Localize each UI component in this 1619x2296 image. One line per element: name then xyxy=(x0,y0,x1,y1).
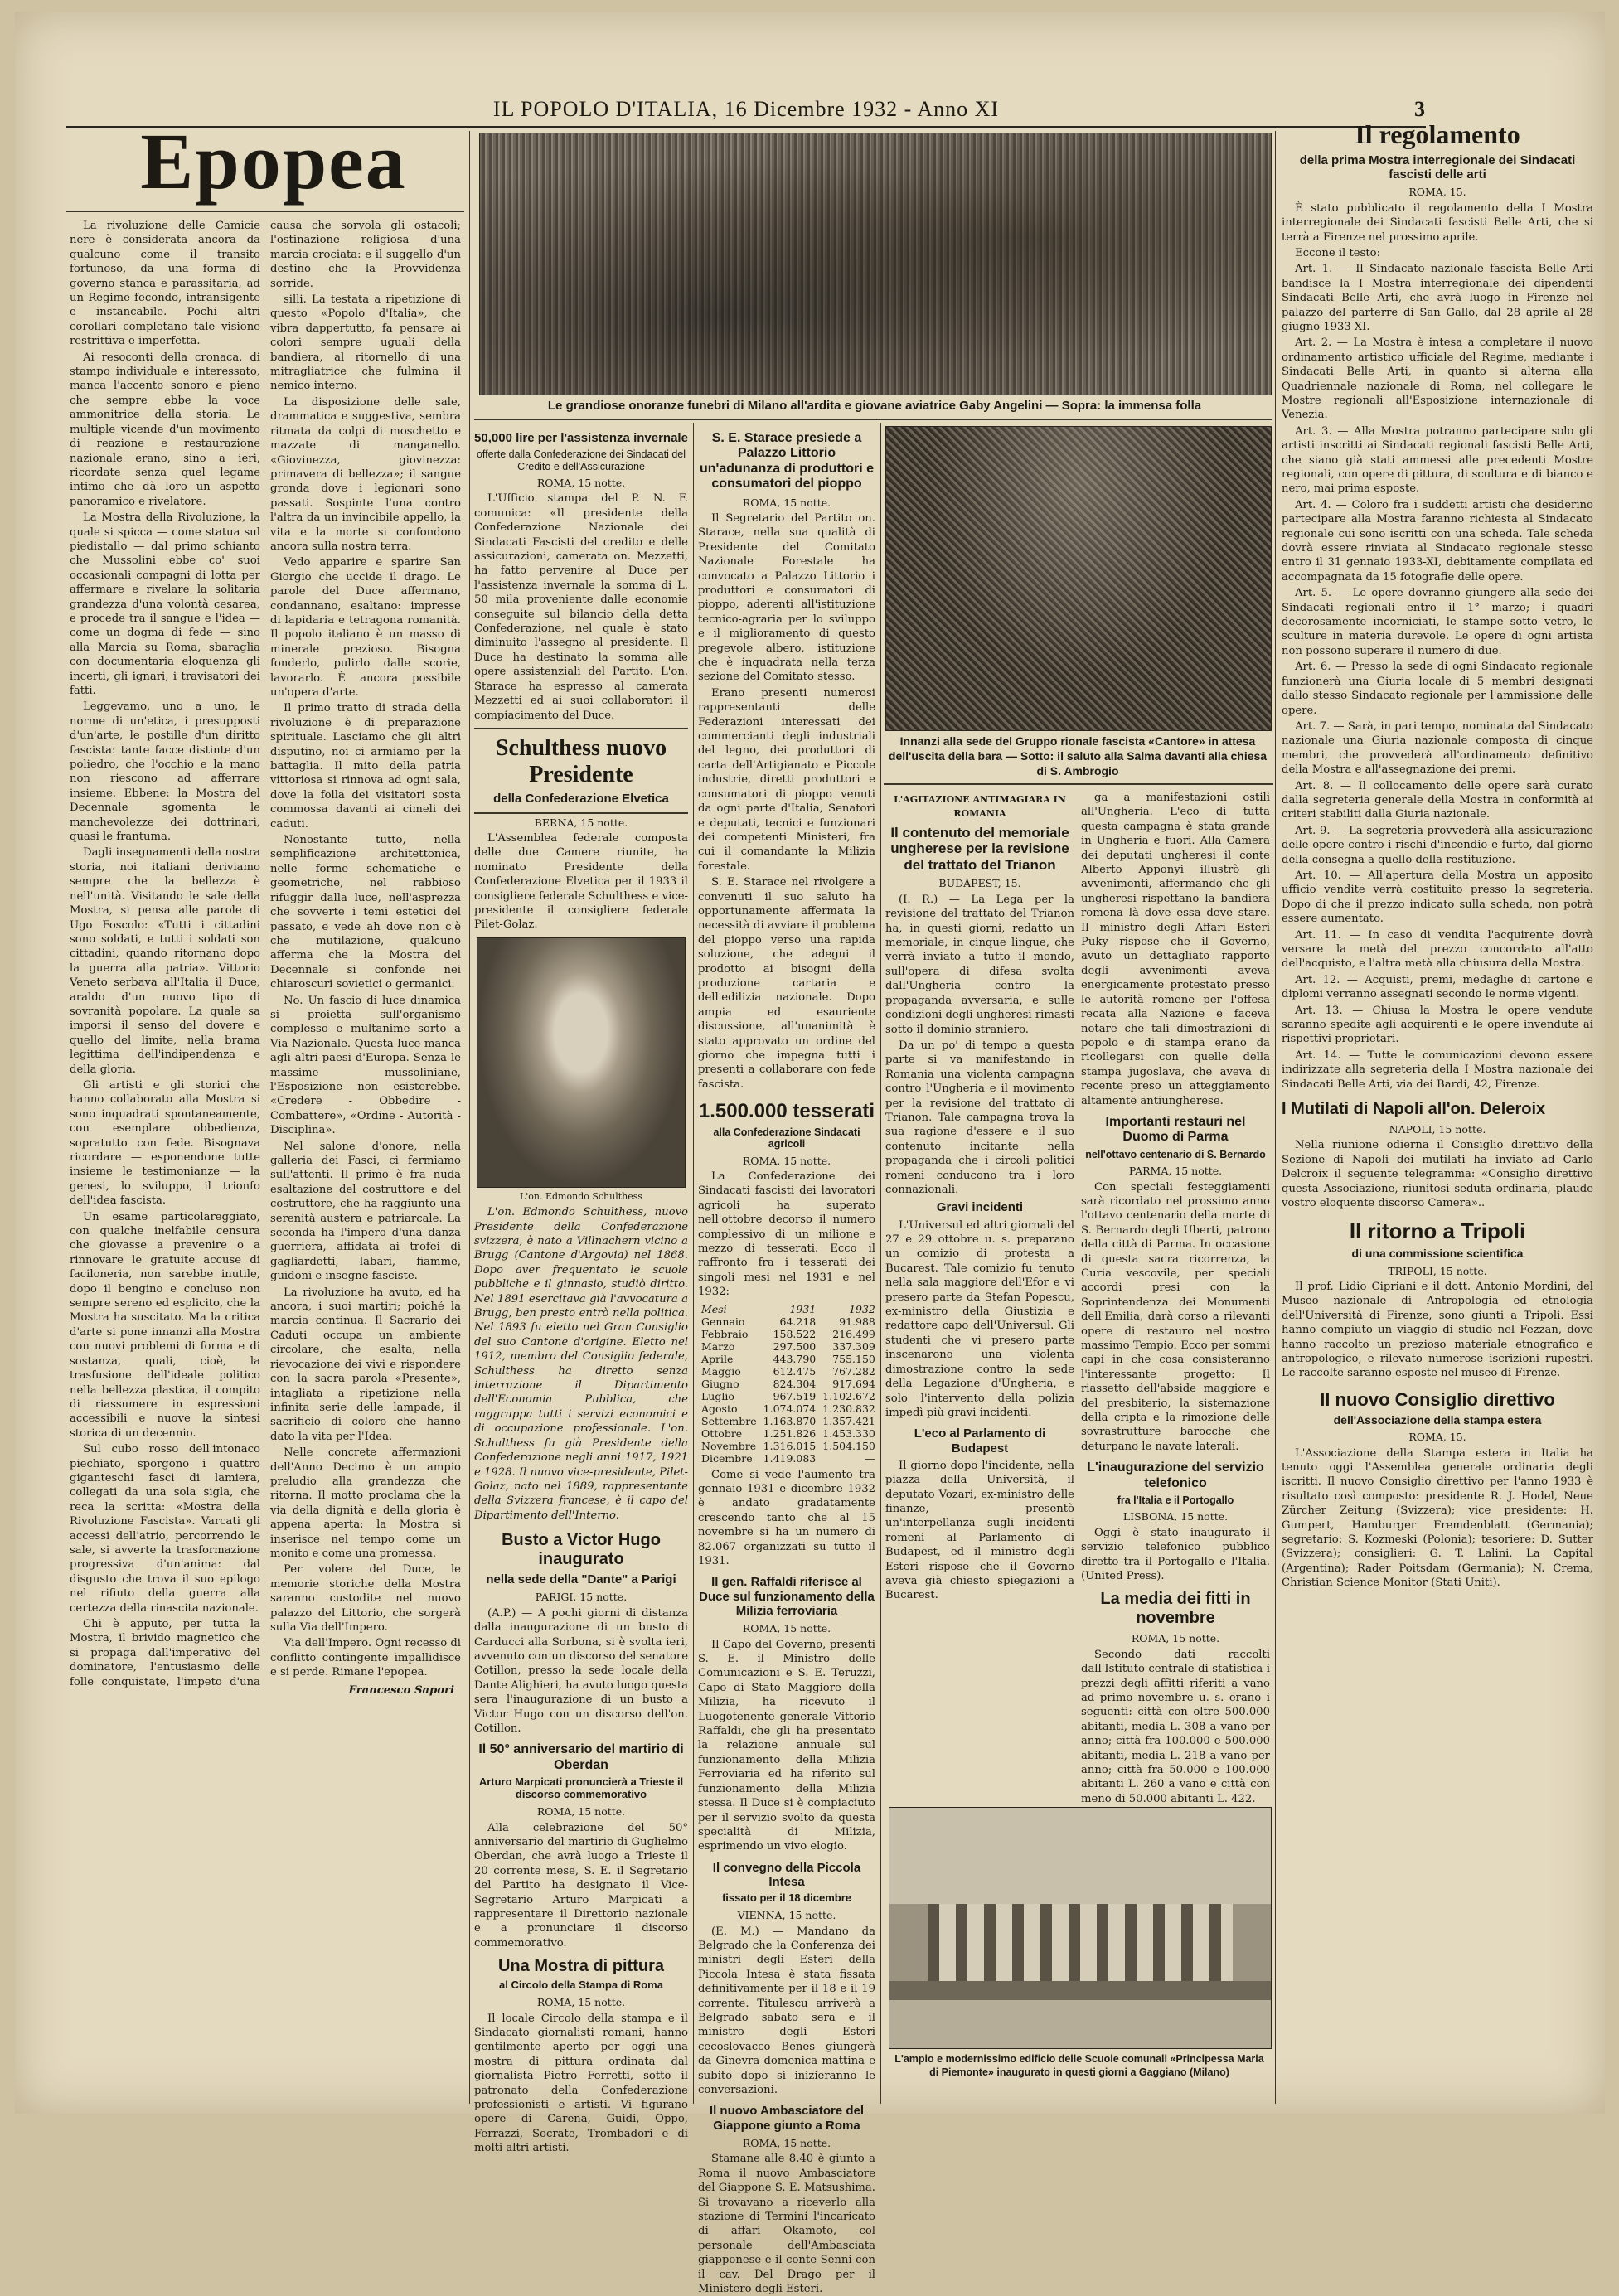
parma-subhead: nell'ottavo centenario di S. Bernardo xyxy=(1085,1148,1266,1160)
table-row xyxy=(698,1390,879,1402)
column-7 xyxy=(1282,116,1593,2097)
photo-caption: Innanzi alla sede del Gruppo rionale fascista «Cantore» in attesa dell'uscita della bara — Sotto: il saluto alla Salma davanti alla chiesa di S. Ambrogio xyxy=(888,734,1268,777)
schulthess-subhead: della Confederazione Elvetica xyxy=(493,792,669,807)
table-cell: Gennaio xyxy=(701,1315,745,1328)
ungheria-subbody: L'Universul ed altri giornali del 27 e 29 ottobre u. s. preparano un comizio di protesta a Bucarest. Tale comizio fu tenuto nella sala maggiore dell'Efor e vi presero parte da Stefan Popescu, ex-ministro della Giustizia e redattore capo dell'Universul. Gli studenti che vi presero parte inscenarono una violenta dimostrazione contro la sede della Legazione d'Ungheria, e solo l'intervento della polizia impedì più gravi incidenti. xyxy=(885,1218,1074,1419)
ungheria-subheadline: Gravi incidenti xyxy=(936,1200,1024,1215)
consiglio-body: L'Associazione della Stampa estera in Italia ha tenuto oggi l'Assemblea generale ordinaria degli iscritti. Il nuovo Consiglio direttivo per l'anno 1933 è risultato così composto: presidente R. J. Hodel, Neue Zürcher Zeitung (Svizzera); vice presidente: H. Gumpert, Hamburger Fremdenblatt (Germania); segretario: S. Kozmeski (Polonia); tesoriere: D. Sutter (Svizzera); consiglieri: G. T. Lalini, La Capital (Argentina); Rader Poitsdam (Germania); N. Crema, Christian Science Monitor (Stati Uniti). xyxy=(1282,1446,1593,1590)
table-cell: Ottobre xyxy=(701,1427,743,1440)
table-cell: 1.504.150 xyxy=(822,1439,875,1452)
epopea-paragraph: Il primo tratto di strada della rivoluzione è di preparazione spirituale. Lasciamo che gli altri disputino, noi ci armiamo per la battaglia. Il mito della patria vittoriosa si rinnova ad ogni sala, dove la folla dei visitatori sosta commossa davanti ai cimeli dei caduti. xyxy=(270,702,461,831)
table-cell: 1.230.832 xyxy=(822,1402,875,1415)
starace-paragraph: S. E. Starace nel rivolgere a convenuti il suo saluto ha opportunamente affermata la necessità di avviare il problema del pioppo verso una rapida soluzione, che adegui il prodotto ai bisogni della produzione cartaria e dell'edilizia nazionale. Dopo ampia ed esauriente discussione, all'unanimità è stato approvato un ordine del giorno che impegna tutti i presenti a collaborare con fede fascista. xyxy=(698,876,875,1091)
table-cell: Novembre xyxy=(701,1439,757,1452)
table-cell: 297.500 xyxy=(773,1339,817,1353)
ungheria-headline: Il contenuto del memoriale ungherese per la revisione del trattato del Trianon xyxy=(890,824,1069,873)
oberdan-dateline: ROMA, 15 notte. xyxy=(536,1805,626,1819)
starace-paragraph: Il Segretario del Partito on. Starace, nella sua qualità di Presidente del Comitato Nazionale Forestale ha convocato a Palazzo Littorio i produttori e consumatori di pioppo, aderenti all'istituzione tecnico-agraria per lo sviluppo e il miglioramento di questo pregevole albero, istituzione che è inquadrata nella terza sezione del Comitato stesso. xyxy=(698,511,875,684)
regolamento-paragraph: Art. 8. — Il collocamento delle opere sarà curato dalla segreteria generale della Mostra in conformità ai criteri stabiliti dalla Giuria nazionale. xyxy=(1282,779,1593,821)
giappone-body: Stamane alle 8.40 è giunto a Roma il nuovo Ambasciatore del Giappone S. E. Matsushima. Si trovavano a riceverlo alla stazione di Termini l'incaricato di affari Okamoto, col personale dell'Ambasciata giapponese e il conte Senni con il cav. Del Drago per il Ministero degli Esteri. xyxy=(698,2153,875,2295)
raffaldi-headline: Il gen. Raffaldi riferisce al Duce sul funzionamento della Milizia ferroviaria xyxy=(699,1575,875,1618)
table-cell: Aprile xyxy=(701,1352,734,1365)
column-rule xyxy=(880,423,881,2104)
epopea-paragraph: No. Un fascio di luce dinamica si proietta sull'organismo complesso e multanime sorto a Via Nazionale. Questa luce manca agli altri paesi d'Europa. Senza le massime mussoliniane, l'Esposizione non esisterebbe. «Credere - Obbedire - Combattere», «Ordine - Autorità - Disciplina». xyxy=(270,994,461,1137)
table-row xyxy=(698,1353,879,1365)
epopea-paragraph: Nonostante tutto, nella semplificazione architettonica, nelle forme schematiche e geometriche, nel rabbioso rifuggir dalla luce, nell'asprezza che sovverte i temi estetici del passato, e vede ah dove non c'è che mutilazione, qualcuno afferma che la Mostra del Decennale si confonde nei chiaroscuri sovietici o germanici. xyxy=(270,834,461,991)
ungheria-kicker: L'AGITAZIONE ANTIMAGIARA IN ROMANIA xyxy=(894,794,1066,820)
regolamento-paragraph: Art. 4. — Coloro fra i suddetti artisti che desiderino partecipare alla Mostra faranno richiesta al Sindacato regionale cui sono iscritti con una scheda. Tale scheda dovrà essere rinviata al Sindacato regionale stesso entro il 31 gennaio 1933-XI, debitamente compilata ed accompagnata da 15 fotografie delle opere. xyxy=(1282,498,1593,584)
column-5 xyxy=(885,791,1074,1785)
piccola-intesa-subhead: fissato per il 18 dicembre xyxy=(721,1892,852,1905)
table-cell: Marzo xyxy=(701,1339,735,1353)
table-row xyxy=(698,1315,879,1328)
column-rule xyxy=(1275,131,1276,2104)
section-rule xyxy=(474,419,1272,420)
epopea-paragraph: Per volere del Duce, le memorie storiche della Mostra saranno custodite nel nuovo palazzo del Littorio, che sorgerà sulla Via dell'Impero. xyxy=(270,1563,461,1634)
assistenza-headline: 50,000 lire per l'assistenza invernale xyxy=(474,431,688,445)
table-row xyxy=(698,1328,879,1340)
column-rule xyxy=(693,423,694,2104)
epopea-paragraph: Nel salone d'onore, nella galleria dei Fasci, ci fermiamo sull'attenti. Il primo è fra nuda esaltazione del costruttore e del costruttore, che ha raggiunto una serenità austera e patriarcale. La seconda ha l'impero d'una danza guerriera, affidata ai trofei di gagliardetti, labari, fiamme, guidoni e insegne fasciste. xyxy=(270,1140,461,1283)
column-3 xyxy=(474,428,689,2155)
portrait-schulthess xyxy=(477,937,686,1188)
assistenza-subhead: offerte dalla Confederazione dei Sindacati del Credito e dell'Assicurazione xyxy=(476,448,686,472)
deleroix-headline: I Mutilati di Napoli all'on. Deleroix xyxy=(1282,1100,1546,1119)
epopea-paragraph: Gli artisti e gli storici che hanno collaborato alla Mostra si sono inquadrati spontaneamente, con esemplare obbedienza, sopratutto con fede. Bisognava ricordare — esponendone tutte insieme le testimonianze — la genesi, lo sviluppo, il trionfo dell'idea fascista. xyxy=(70,1078,260,1208)
regolamento-paragraph: È stato pubblicato il regolamento della I Mostra interregionale dei Sindacati fascisti Belle Arti, che si terrà a Firenze nel prossimo aprile. xyxy=(1282,201,1593,244)
consiglio-dateline: ROMA, 15. xyxy=(1408,1431,1466,1444)
table-row xyxy=(698,1415,879,1427)
pittura-body: Il locale Circolo della stampa e il Sindacato giornalisti romani, hanno gentilmente aperto per oggi una mostra di pittura ordinata dal giornalista Pietro Ferretti, sotto il patronato della Confederazione professionisti e artisti. Vi figurano opere di Carena, Guidi, Oppo, Ferrazzi, Socrate, Trombadori e di molti altri artisti. xyxy=(474,2012,688,2155)
table-row xyxy=(698,1440,879,1452)
epopea-signature: Francesco Sapori xyxy=(348,1683,454,1697)
tesserati-table xyxy=(698,1303,879,1465)
tripoli-subhead: di una commissione scientifica xyxy=(1351,1247,1524,1261)
telefono-body: Oggi è stato inaugurato il servizio telefonico pubblico diretto tra il Portogallo e l'Italia. (United Press). xyxy=(1081,1526,1270,1582)
fitti-dateline: ROMA, 15 notte. xyxy=(1131,1632,1220,1645)
regolamento-dateline: ROMA, 15. xyxy=(1408,186,1466,199)
ungheria-paragraph: (I. R.) — La Lega per la revisione del trattato del Trianon ha, in questi giorni, redatto un memoriale, in cinque lingue, che verrà inviato a tutto il mondo, sull'opera di difesa svolta dall'Ungheria contro la propaganda avversaria, e sulle condizioni degli ungheresi rimasti sotto il dominio straniero. xyxy=(885,893,1074,1036)
photo-school-building xyxy=(889,1807,1272,2049)
regolamento-paragraph: Art. 13. — Chiusa la Mostra le opere vendute saranno spedite agli acquirenti e le opere invendute ai rispettivi proprietari. xyxy=(1282,1004,1593,1046)
table-cell: Giugno xyxy=(701,1377,739,1390)
budapest-headline: L'eco al Parlamento di Budapest xyxy=(914,1427,1046,1456)
starace-dateline: ROMA, 15 notte. xyxy=(742,496,831,509)
hugo-headline: Busto a Victor Hugo inaugurato xyxy=(502,1531,661,1569)
tripoli-dateline: TRIPOLI, 15 notte. xyxy=(1388,1264,1487,1277)
pittura-headline: Una Mostra di pittura xyxy=(497,1957,664,1976)
piccola-intesa-headline: Il convegno della Piccola Intesa xyxy=(712,1860,861,1889)
regolamento-paragraph: Art. 7. — Sarà, in pari tempo, nominata dal Sindacato nazionale una Giuria nazionale composta di cinque membri, che provvederà all'ordinamento definitivo della Mostra e all'assegnazione dei premi. xyxy=(1282,719,1593,777)
schulthess-dateline: BERNA, 15 notte. xyxy=(534,816,628,829)
regolamento-paragraph: Art. 11. — In caso di vendita l'acquirente dovrà versare la metà del prezzo concordato all'atto dell'acquisto, e l'altra metà alla chiusura della Mostra. xyxy=(1282,928,1593,971)
table-cell: 91.988 xyxy=(839,1315,875,1328)
hugo-dateline: PARIGI, 15 notte. xyxy=(535,1591,628,1604)
epopea-paragraph: Via dell'Impero. Ogni recesso di conflitto contingente impallidisce e si perde. Rimane l'epopea. xyxy=(270,1637,462,1679)
epopea-paragraph: Leggevamo, uno a uno, le norme di un'etica, i presupposti d'un'arte, le postille d'un diritto fascista: tante facce distinte d'un poliedro, che l'occhio e la mano non riescono ad afferrare insieme. Ebbene: la Mostra del Decennale sgomenta le manchevolezze dei dottrinari, quasi le frantuma. xyxy=(70,700,260,844)
regolamento-paragraph: Art. 3. — Alla Mostra potranno partecipare solo gli artisti inscritti ai Sindacati regionali fascisti Belle Arti, che siano già stati ammessi alle precedenti Mostre regionali, con opere di pittura, di scultura e di bianco e nero, mai prima esposte. xyxy=(1282,424,1593,496)
epopea-title: Epopea xyxy=(140,117,407,206)
table-cell: 1.251.826 xyxy=(763,1427,817,1440)
regolamento-paragraph: Art. 1. — Il Sindacato nazionale fascista Belle Arti bandisce la I Mostra interregionale dei dipendenti Sindacati Belle Arti, che avrà luogo in Firenze nel palazzo del parterre di San Gallo, dal 28 aprile al 28 giugno 1933-XI. xyxy=(1282,263,1593,333)
tesserati-footer: Come si vede l'aumento tra gennaio 1931 e dicembre 1932 è andato gradatamente crescendo tanto che al 15 novembre si ha un numero di 82.067 organizzati su tutto il 1931. xyxy=(698,1468,875,1568)
schulthess-headline: Schulthess nuovo Presidente xyxy=(495,734,667,788)
table-cell: 1.074.074 xyxy=(763,1402,817,1415)
fitti-headline: La media dei fitti in novembre xyxy=(1100,1590,1251,1628)
hugo-subhead: nella sede della "Dante" a Parigi xyxy=(486,1572,676,1587)
deleroix-dateline: NAPOLI, 15 notte. xyxy=(1389,1123,1486,1136)
table-cell: 967.519 xyxy=(773,1389,817,1402)
tripoli-headline: Il ritorno a Tripoli xyxy=(1349,1218,1526,1243)
starace-headline: S. E. Starace presiede a Palazzo Littorio un'adunanza di produttori e consumatori del pioppo xyxy=(699,431,874,492)
budapest-body: Il giorno dopo l'incidente, nella piazza della Università, il deputato Vozari, ex-ministro delle finanze, presentò un'interpellanza sugli incidenti romeni al Parlamento di Budapest, ed il ministro degli Esteri rispose che il Governo aveva già chiesto spiegazioni a Bucarest. xyxy=(885,1459,1074,1602)
table-cell: Luglio xyxy=(701,1389,734,1402)
schulthess-body: L'on. Edmondo Schulthess, nuovo Presidente della Confederazione svizzera, è nato a Villnachern vicino a Brugg (Cantone d'Argovia) nel 1868. Dopo aver frequentato le scuole pubbliche e il ginnasio, studiò diritto. Nel 1891 esercitava già l'avvocatura a Brugg, ben presto entrò nella politica. Nel 1893 fu eletto nel Gran Consiglio del suo Cantone d'origine. Eletto nel 1912, membro del Consiglio federale, Schulthess ha diretto senza interruzione il Dipartimento dell'Economia Pubblica, che raggruppa tutti i servizi economici e di occupazione professionale. L'on. Schulthess fu già Presidente della Confederazione negli anni 1917, 1921 e 1928. Il nuovo vice-presidente, Pilet-Golaz, nato nel 1889, rappresentante della Svizzera francese, è il capo del Dipartimento dell'Interno. xyxy=(474,1206,689,1522)
epopea-paragraph: La rivoluzione ha avuto, ed ha ancora, i suoi martiri; poiché la marcia continua. Il Sacrario dei Caduti occupa un ambiente circolare, che esalta, nella rievocazione dei vivi e rispondere con la sacra parola «Presente», intagliata a ripetizione nella infinita serie delle lampade, il sacrificio di coloro che hanno dato la vita per l'Idea. xyxy=(270,1286,461,1443)
parma-body: Con speciali festeggiamenti sarà ricordato nel prossimo anno l'ottavo centenario della morte di S. Bernardo degli Uberti, patrono della città di Parma. In occasione di questa sacra ricorrenza, la Curia vescovile, per speciali accordi presi con la Soprintendenza dei Monumenti dell'Emilia, darà corso a rilevanti opere di restauro nel nostro massimo Tempio. Ecco per sommi capi in che cosa consisteranno l'interessante progetto: Il riassetto dell'abside maggiore e del presbiterio, la sistemazione della cripta e la rimozione delle sovrastrutture barocche che deturpano le navate laterali. xyxy=(1081,1180,1270,1453)
regolamento-paragraph: Art. 12. — Acquisti, premi, medaglie di cartone e diplomi verranno assegnati secondo le norme vigenti. xyxy=(1282,973,1593,1001)
table-row xyxy=(698,1378,879,1390)
epopea-paragraph: Dagli insegnamenti della nostra storia, noi italiani deriviamo sempre che la bellezza è nell'unità. Visitando le sale della Mostra, si pensa alle parole di Ugo Foscolo: «Tutti i cittadini sono soldati, e tutti i soldati son cittadini, quando ritornano dopo la guerra alla patria». Vittorio Veneto serbava all'Italia il Duce, araldo d'un nuovo tipo di sovranità popolare. La quale sa imporsi il senso del dovere e quello del limite, nella brama legittima dell'indipendenza e della gloria. xyxy=(70,846,260,1076)
regolamento-subhead: della prima Mostra interregionale dei Sindacati fascisti delle arti xyxy=(1299,153,1576,182)
table-cell: 767.282 xyxy=(832,1364,875,1378)
section-rule xyxy=(884,783,1273,785)
table-cell: 443.790 xyxy=(773,1352,817,1365)
page-number: 3 xyxy=(1414,97,1426,121)
tripoli-body: Il prof. Lidio Cipriani e il dott. Antonio Mordini, del Museo nazionale di Antropologia ed etnologia dell'Università di Firenze, sono giunti a Tripoli. Essi hanno compiuto un viaggio di studio nel Fezzan, dove hanno raccolto un prezioso materiale etnografico e antropologico, e rilevato numerose iscrizioni rupestri. Le raccolte saranno esposte nel museo di Firenze. xyxy=(1282,1280,1593,1380)
regolamento-paragraph: Art. 2. — La Mostra è intesa a completare il nuovo ordinamento artistico ufficiale del Regime, mediante i Sindacati Belle Arti, in quanto si alterna alla Quadriennale nazionale di Roma, nel collegare le Mostre regionali all'Esposizione internazionale di Venezia. xyxy=(1282,337,1593,422)
parma-headline: Importanti restauri nel Duomo di Parma xyxy=(1105,1114,1246,1145)
raffaldi-dateline: ROMA, 15 notte. xyxy=(742,1622,831,1635)
photo-caption: Le grandiose onoranze funebri di Milano all'ardita e giovane aviatrice Gaby Angelini — Sopra: la immensa folla xyxy=(547,399,1202,413)
table-cell: 755.150 xyxy=(832,1352,875,1365)
assistenza-body: L'Ufficio stampa del P. N. F. comunica: «Il presidente della Confederazione Nazionale dei Sindacati Fascisti del credito e delle assicurazioni, camerata on. Mezzetti, ha fatto pervenire al Duce per l'assistenza invernale la somma di L. 50 mila proveniente dalle economie conseguite sul bilancio della detta Confederazione, nel quale è stato diminuito l'assegno al presidente. Il Duce ha destinato la somma alle opere assistenziali del Partito. L'on. Starace ha espresso al camerata Mezzetti ed ai suoi collaboratori il compiacimento del Duce. xyxy=(474,492,688,722)
epopea-paragraph: La disposizione delle sale, drammatica e suggestiva, sembra ritmata da colpi di moschetto e mazzate di manganello. «Giovinezza, giovinezza: primavera di bellezza»; il sangue gronda dove i legionari sono passati. Sospinte l'una contro l'altra da un invincibile appello, la vita e la morte si confondono ancora sulla nostra terra. xyxy=(270,395,461,553)
tesserati-body: La Confederazione dei Sindacati fascisti dei lavoratori agricoli ha superato nell'ottobre decorso il numero complessivo di un milione e mezzo di tesserati. Ecco il raffronto fra i tesserati dei singoli mesi nel 1931 e nel 1932: xyxy=(698,1170,875,1299)
oberdan-body: Alla celebrazione del 50° anniversario del martirio di Guglielmo Oberdan, che avrà luogo a Trieste il 20 corrente mese, S. E. il Segretario del Partito ha designato il Vice-Segretario Arturo Marpicati a rappresentare il Direttorio nazionale e a pronunciare il discorso commemorativo. xyxy=(474,1821,688,1950)
epopea-paragraph: Sul cubo rosso dell'intonaco piechiato, sporgono i quattro giganteschi fasci di lamiera, collegati da una sola sigla, che reca la scritta: «Mostra della Rivoluzione Fascista». Varcati gli accessi dell'atrio, percorrendo le sale, si avverte la trasformazione progressiva d'un'anima: dal disgusto che trova il suo epilogo nel rifiuto della guerra alla certezza della rinascita nazionale. xyxy=(70,1443,260,1615)
parma-dateline: PARMA, 15 notte. xyxy=(1128,1165,1223,1178)
regolamento-paragraph: Art. 14. — Tutte le comunicazioni devono essere indirizzate alla segreteria della I Mostra nazionale dei Sindacati Belle Arti, via dei Bardi, 42, Firenze. xyxy=(1282,1049,1593,1091)
table-cell: 1.102.672 xyxy=(822,1389,875,1402)
table-row xyxy=(698,1427,879,1440)
table-cell: 216.499 xyxy=(832,1327,875,1340)
table-cell: Febbraio xyxy=(701,1327,749,1340)
portrait-caption: L'on. Edmondo Schulthess xyxy=(519,1190,643,1202)
tesserati-subhead: alla Confederazione Sindacati agricoli xyxy=(713,1126,860,1150)
epopea-paragraph: Ai resoconti della cronaca, di stampo individuale e interessato, manca l'accento sonoro e pieno che sempre ebbe la voce ammonitrice della storia. Le multiple vicende d'un movimento di reazione e restaurazione nazionale erano, sino a ieri, ricordate senza quel legame intimo che dà loro un aspetto panoramico e rivelatore. xyxy=(70,351,260,508)
pittura-subhead: al Circolo della Stampa di Roma xyxy=(499,1979,663,1992)
title-rule xyxy=(66,211,464,212)
table-header-cell: 1931 xyxy=(789,1302,817,1315)
piccola-intesa-body: (E. M.) — Mandano da Belgrado che la Conferenza dei ministri degli Esteri della Piccola Intesa è stata fissata definitivamente per il 18 e il 19 corrente. Titulescu arriverà a Belgrado sabato sera e il ministro degli Esteri cecoslovacco Benes giungerà da Ginevra domenica mattina e subito dopo si inizieranno le conversazioni. xyxy=(698,1925,875,2097)
table-cell: Agosto xyxy=(701,1402,738,1415)
table-cell: 612.475 xyxy=(773,1364,817,1378)
regolamento-paragraph: Eccone il testo: xyxy=(1295,246,1381,259)
table-cell: 1.163.870 xyxy=(763,1414,817,1427)
table-cell: Settembre xyxy=(701,1414,757,1427)
epopea-paragraph: Un esame particolareggiato, con qualche inelfabile censura che giovasse a prevenire o a rinnovare le gratuite accuse di faciloneria, non sarebbe inutile, dopo il bengino e concluso non sempre sereno ed esplicito, che la Mostra ha suscitato. Ma la critica d'arte si pone innanzi alla Mostra con nuovi problemi di forma e di sostanza, quali, cioè, la trasfusione dell'ideale politico nella bellezza plastica, il compito di riassumere in espressioni accessibili e nuove la sintesi storica di un decennio. xyxy=(70,1210,260,1440)
column-rule xyxy=(469,131,470,2104)
schulthess-header xyxy=(474,728,688,814)
table-header-cell: 1932 xyxy=(849,1302,875,1315)
ungheria-continued: ga a manifestazioni ostili all'Ungheria. L'eco di tutta questa campagna è stata grande in Ungheria e fuori. Alla Camera dei deputati ungheresi il conte Alberto Apponyi illustrò gli avvenimenti, affermando che gli ungheresi rispettano la bandiera romena là dove essa deve stare. Il ministro degli Affari Esteri Puky rispose che il Governo, avuto un dettagliato rapporto degli avvenimenti aveva energicamente protestato presso le autorità romene per l'offesa recata alla Nazione e faceva notare che tali dimostrazioni di popolo e di stampa erano da ricollegarsi con quelle della stampa jugoslava, che aveva di recente preso un atteggiamento altamente antiungherese. xyxy=(1081,792,1270,1107)
epopea-paragraph: Chi è apputo, per tutta la Mostra, il brivido magnetico che si propaga dall'imperativo del dominatore, l'entusiasmo delle folle conquistate, l'impeto d'una causa che sorvola gli ostacoli; l'ostinazione religiosa d'una marcia crociata: e il suggello d'un destino che la Provvidenza sorride. xyxy=(70,220,461,1688)
deleroix-body: Nella riunione odierna il Consiglio direttivo della Sezione di Napoli dei mutilati ha inviato ad Carlo Delcroix il seguente telegramma: «Consiglio direttivo questa Associazione, riunitosi seduta ordinaria, plaude vostro eloquente discorso Camera».. xyxy=(1282,1139,1593,1210)
giappone-headline: Il nuovo Ambasciatore del Giappone giunto a Roma xyxy=(709,2104,865,2133)
table-cell: Maggio xyxy=(701,1364,741,1378)
starace-paragraph: Erano presenti numerosi rappresentanti delle Federazioni interessati dei commercianti degli industriali del legno, dei produttori di carta dell'Artigianato e Piccole industrie, diretti produttori e consumatori di pioppo venuti da ogni parte d'Italia, Senatori e deputati, tecnici e funzionari dei competenti Ministeri, fra cui il comandante la Milizia forestale. xyxy=(698,686,875,873)
epopea-paragraph: La Mostra della Rivoluzione, la quale si spicca — come statua sul piedistallo — dal primo schianto che Mussolini ebbe co' suoi occasionali compagni di lotta per affermare e rivelare la solitaria grandezza d'una volontà cesarea, e procede tra il sangue e l'idea — come un dogma di fede — sino alla Marcia su Roma, sbaraglia con documentaria eloquenza gli incerti, gli ignari, i travisatori dei fatti. xyxy=(70,511,260,697)
table-cell: Dicembre xyxy=(701,1451,753,1465)
telefono-dateline: LISBONA, 15 notte. xyxy=(1122,1510,1229,1523)
table-row xyxy=(698,1452,879,1465)
regolamento-paragraph: Art. 5. — Le opere dovranno giungere alla sede dei Sindacati regionali entro il 1° marzo; i quadri decorosamente incorniciati, le stampe sotto vetro, le sculture in materia durevole. Le opere di ogni artista non possono superare il numero di due. xyxy=(1282,587,1593,657)
telefono-subhead: fra l'Italia e il Portogallo xyxy=(1117,1494,1234,1506)
photo-caption: L'ampio e modernissimo edificio delle Scuole comunali «Principessa Maria di Piemonte» inaugurato in questi giorni a Gaggiano (Milano) xyxy=(894,2053,1264,2078)
ungheria-paragraph: Da un po' di tempo a questa parte si va manifestando in Romania una violenta campagna contro l'Ungheria e il movimento per la revisione del trattato di Trianon. Tale campagna trova la sua ragione d'essere e il suo contenuto incitante nella propaganda che i circoli politici romeni conducono tra i loro connazionali. xyxy=(885,1039,1074,1196)
assistenza-dateline: ROMA, 15 notte. xyxy=(536,477,626,489)
column-6 xyxy=(1081,791,1270,1805)
pittura-dateline: ROMA, 15 notte. xyxy=(536,1996,626,2009)
epopea-paragraph: Nelle concrete affermazioni dell'Anno Decimo è un ampio preludio alla grandezza che ritorna. Il motto proclama che la via della dignità e della gloria è appena aperta: la Mostra si inserisce nel tempo come un monito e come una promessa. xyxy=(270,1446,461,1560)
table-cell: 64.218 xyxy=(779,1315,817,1328)
regolamento-paragraph: Art. 9. — La segreteria provvederà alla assicurazione delle opere contro i rischi d'incendio e furto, dal giorno della consegna a quello della restituzione. xyxy=(1282,824,1593,866)
table-cell: 917.694 xyxy=(832,1377,875,1390)
oberdan-subhead: Arturo Marpicati pronuncierà a Trieste il discorso commemorativo xyxy=(478,1775,684,1801)
regolamento-headline: Il regolamento xyxy=(1355,119,1520,149)
table-row xyxy=(698,1402,879,1415)
table-row xyxy=(698,1340,879,1353)
column-4 xyxy=(698,428,875,2295)
photo-cantore-crowd xyxy=(885,426,1272,731)
table-cell: 1.316.015 xyxy=(763,1439,817,1452)
table-cell: 158.522 xyxy=(773,1327,817,1340)
table-row xyxy=(698,1365,879,1378)
epopea-paragraph: Vedo apparire e sparire San Giorgio che uccide il drago. Le parole del Duce affermano, condannano, esaltano: impresse di lapidaria e tetragona romanità. Il popolo italiano è un masso di minerale prezioso. Bisogna fonderlo, pulirlo dalle scorie, lavorarlo. È ancora possibile un'opera d'arte. xyxy=(270,556,461,699)
epopea-paragraph: La rivoluzione delle Camicie nere è considerata ancora da qualcuno come il transito fortunoso, da una forma di governo stanca e parassitaria, ad un Regime fecondo, intransigente e instancabile. Pochi altri corollari completano tale visione restrittiva e imperfetta. xyxy=(70,220,260,348)
piccola-intesa-dateline: VIENNA, 15 notte. xyxy=(737,1909,836,1922)
hugo-body: (A.P.) — A pochi giorni di distanza dalla inaugurazione di un busto di Carducci alla Sorbona, si è svolta ieri, avvenuto con un discorso del senatore Cotillon, presso la sede locale della Dante Alighieri, ha avuto luogo questa sera l'inaugurazione di un busto a Victor Hugo con un discorso dell'on. Cotillon. xyxy=(474,1606,688,1736)
consiglio-subhead: dell'Associazione della stampa estera xyxy=(1333,1413,1542,1427)
raffaldi-body: Il Capo del Governo, presenti S. E. il Ministro delle Comunicazioni e S. E. Teruzzi, Capo di Stato Maggiore della Milizia, ha ricevuto il Luogotenente generale Vittorio Raffaldi, che gli ha presentato la relazione annuale sul funzionamento della Milizia Ferroviaria ed ha riferito sul funzionamento della Milizia stessa. Il Duce si è compiaciuto per il servizio svolto da questa specialità di Milizia, esprimendo un vivo elogio. xyxy=(698,1638,875,1853)
regolamento-paragraph: Art. 10. — All'apertura della Mostra un apposito ufficio vendite verrà costituito presso la segreteria. Dopo di che il prezzo indicato sulla scheda, non potrà essere aumentato. xyxy=(1282,869,1593,926)
table-cell: 1.419.083 xyxy=(763,1451,817,1465)
table-cell: 1.357.421 xyxy=(822,1414,875,1427)
ungheria-dateline: BUDAPEST, 15. xyxy=(938,877,1021,890)
tesserati-dateline: ROMA, 15 notte. xyxy=(742,1154,831,1167)
consiglio-headline: Il nuovo Consiglio direttivo xyxy=(1320,1388,1555,1410)
table-cell: 1.453.330 xyxy=(822,1427,875,1440)
epopea-article xyxy=(70,219,461,2092)
photo-funeral-crowd xyxy=(479,133,1272,395)
table-header-cell: Mesi xyxy=(701,1302,727,1315)
giappone-dateline: ROMA, 15 notte. xyxy=(742,2136,831,2149)
masthead-title: IL POPOLO D'ITALIA, 16 Dicembre 1932 - Anno XI xyxy=(492,97,1000,121)
oberdan-headline: Il 50° anniversario del martirio di Oberdan xyxy=(478,1742,684,1772)
tesserati-headline: 1.500.000 tesserati xyxy=(698,1100,875,1123)
table-cell: 824.304 xyxy=(773,1377,817,1390)
table-cell: — xyxy=(865,1451,875,1465)
fitti-body: Secondo dati raccolti dall'Istituto centrale di statistica i prezzi degli affitti riferiti a vano ad primo novembre u. s. erano i seguenti: città con oltre 500.000 abitanti, media L. 308 a vano per anno; città fra 100.000 e 500.000 abitanti, media L. 218 a vano per anno; città fra 50.000 e 100.000 abitanti L. 260 a vano e città con meno di 50.000 abitanti L. 422. xyxy=(1081,1648,1270,1805)
telefono-headline: L'inaugurazione del servizio telefonico xyxy=(1087,1460,1264,1490)
table-cell: 337.309 xyxy=(832,1339,875,1353)
regolamento-paragraph: Art. 6. — Presso la sede di ogni Sindacato regionale funzionerà una Giuria locale di 5 membri designati dallo stesso Sindacato regionale per l'ammissione delle opere. xyxy=(1282,661,1593,717)
schulthess-lead: L'Assemblea federale composta delle due Camere riunite, ha nominato Presidente della Confederazione Elvetica per il 1933 il consigliere federale Schulthess e vice-presidente il consigliere federale Pilet-Golaz. xyxy=(474,831,688,932)
epopea-paragraph: silli. La testata a ripetizione di questo «Popolo d'Italia», che vibra dappertutto, fa pensare ai colori sempre uguali della bandiera, al ritornello di una mitragliatrice che fulmina il nemico interno. xyxy=(270,293,461,393)
